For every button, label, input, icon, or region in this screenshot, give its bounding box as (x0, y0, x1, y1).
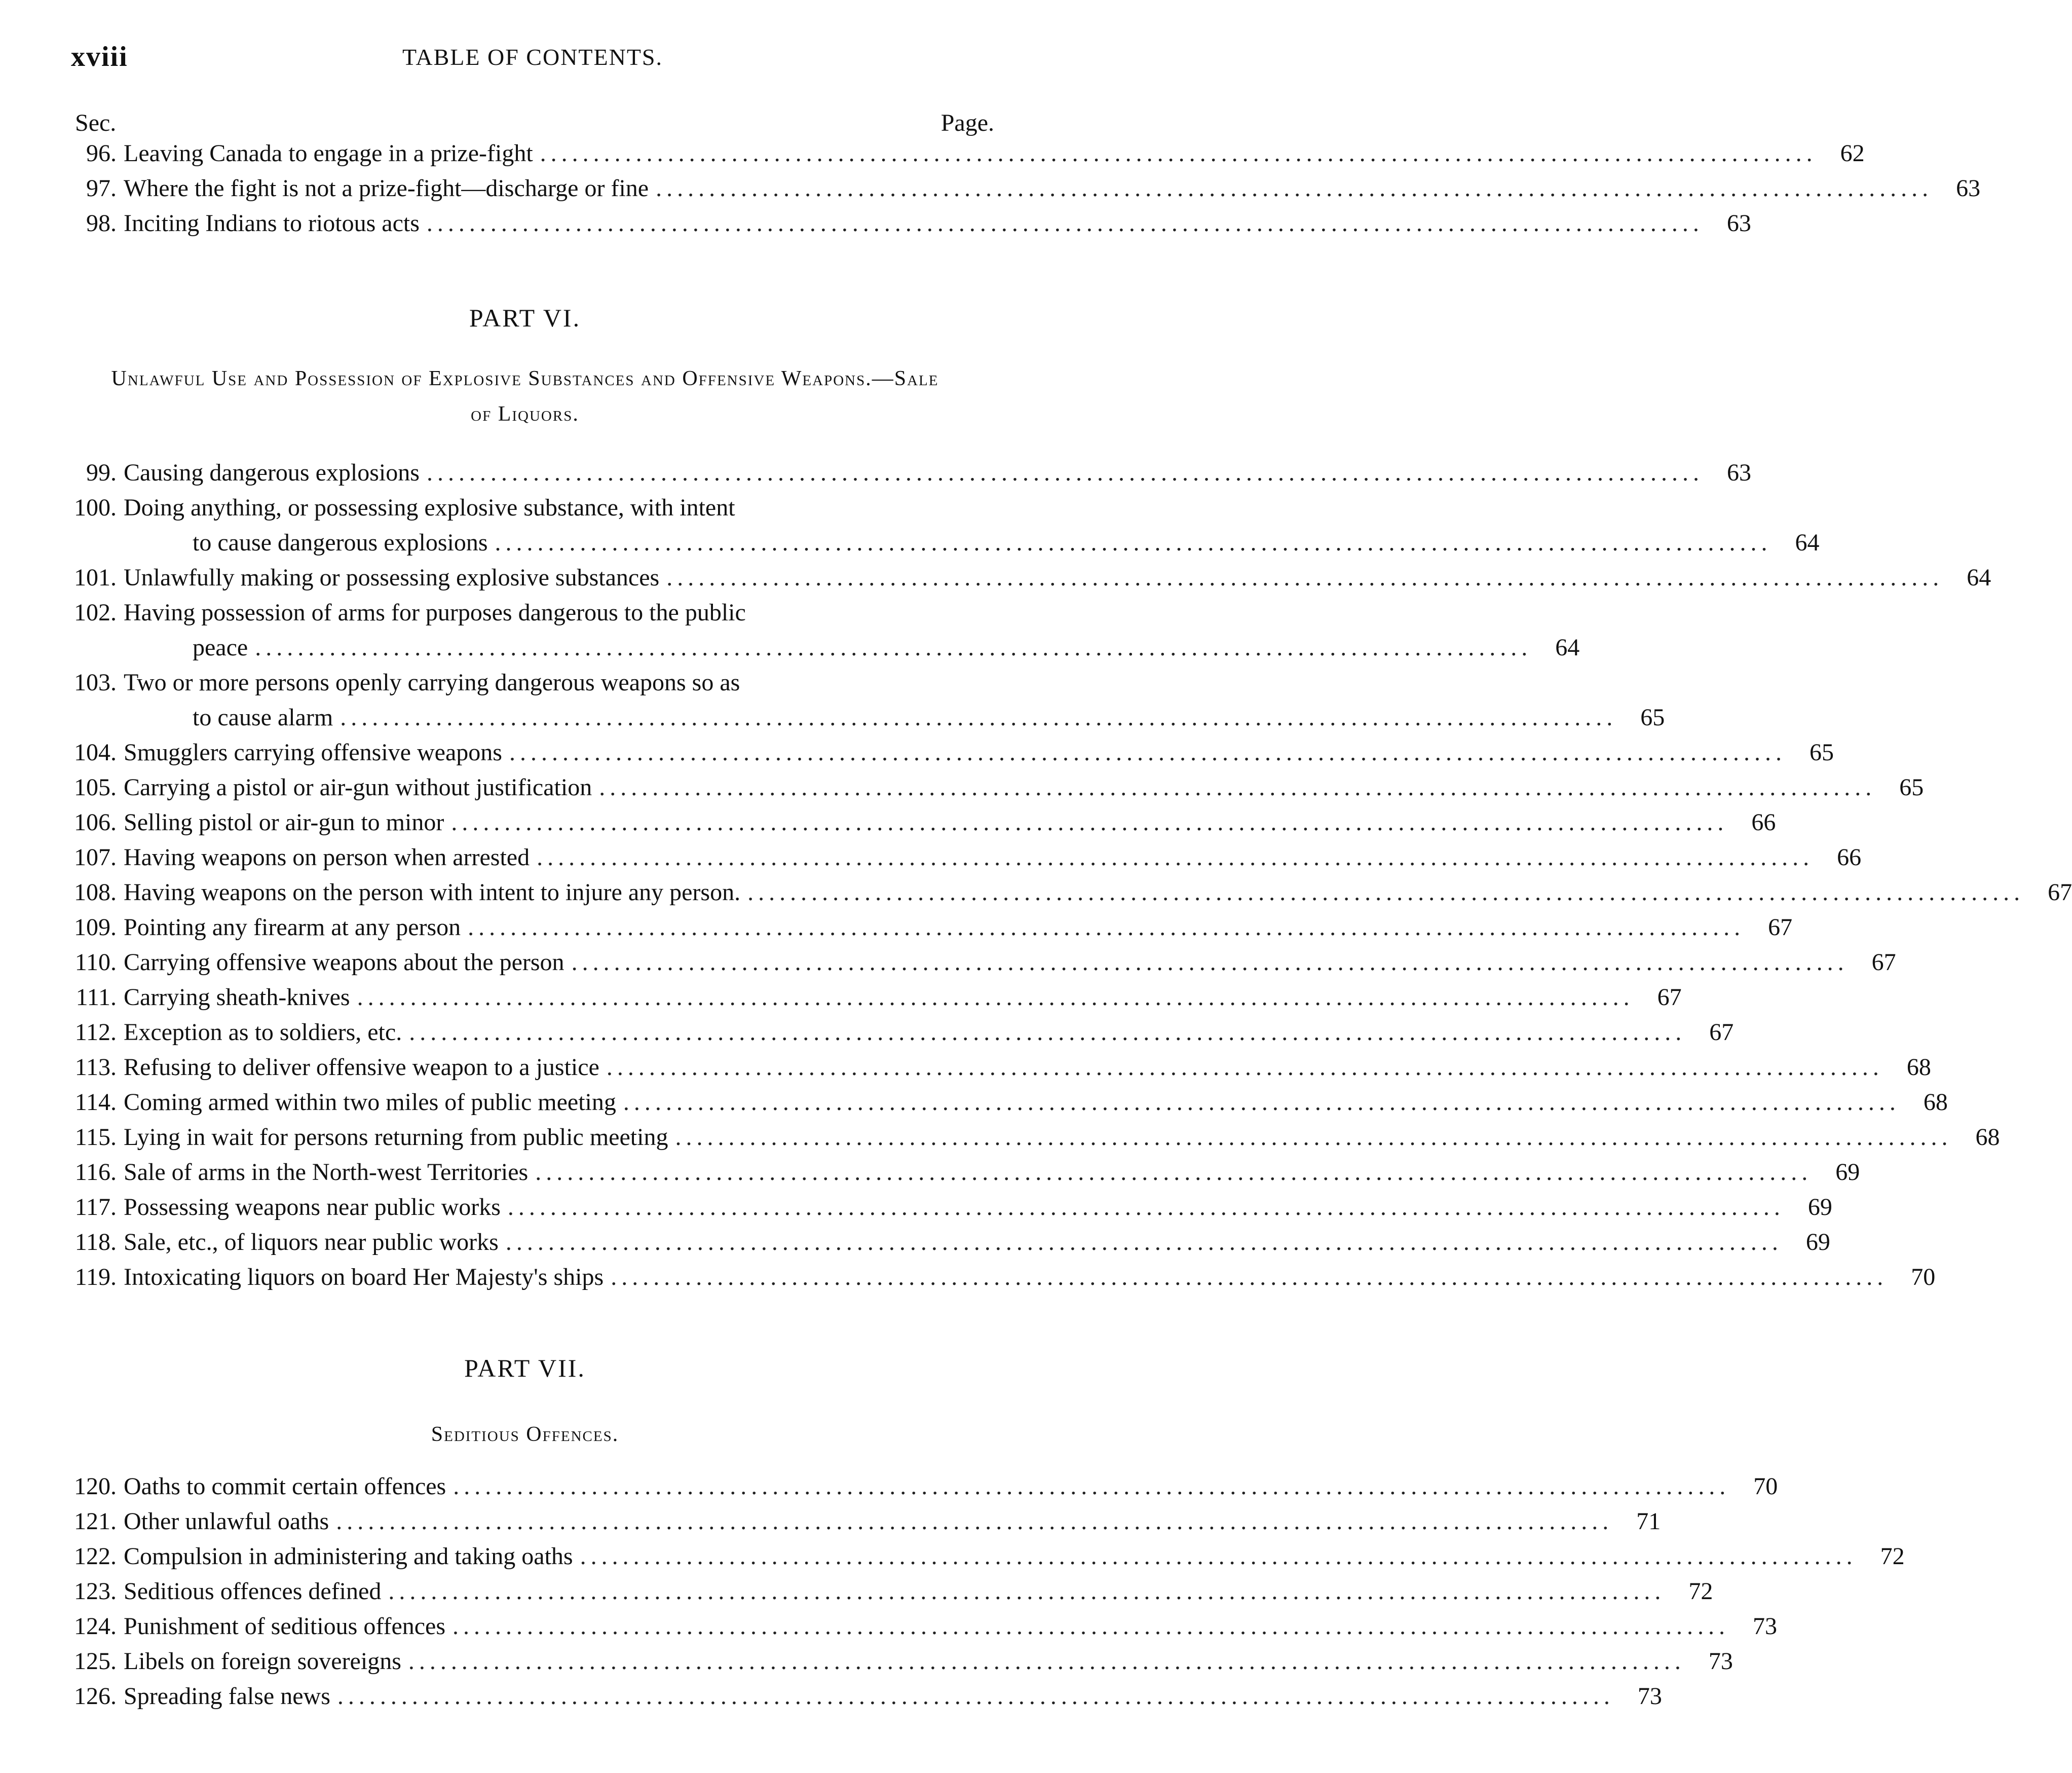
dot-leader: ........................................................................................................................ (537, 844, 1814, 871)
toc-entry (51, 139, 1865, 174)
toc-entry (51, 1193, 1832, 1228)
section-number: 111. (76, 984, 117, 1011)
entry-title: Punishment of seditious offences (124, 1613, 446, 1640)
toc-entry (51, 494, 1820, 564)
toc-entry (51, 1123, 2000, 1158)
toc-entry (51, 1158, 1860, 1193)
toc-entry (51, 669, 1665, 738)
section-number: 115. (74, 1124, 117, 1151)
page-number: 69 (1807, 1194, 1832, 1221)
page-number: 67 (1768, 914, 1793, 941)
page-number: 63 (1726, 459, 1751, 486)
dot-leader: ........................................................................................................................ (505, 1229, 1783, 1255)
entry-title: Libels on foreign sovereigns (124, 1648, 401, 1675)
section-number: 119. (74, 1264, 117, 1290)
entry-title-continued: to cause alarm (193, 704, 333, 731)
dot-leader: ........................................................................................................................ (656, 175, 1933, 202)
toc-list-intro (51, 139, 1981, 244)
section-number: 101. (74, 564, 117, 591)
page-number: 63 (1956, 175, 1981, 202)
entry-title: Lying in wait for persons returning from public meeting (124, 1124, 668, 1151)
page-number: 73 (1753, 1613, 1778, 1640)
dot-leader: ........................................................................................................................ (623, 1089, 1900, 1116)
dot-leader: ........................................................................................................................ (426, 210, 1704, 237)
toc-list-part-vi (51, 459, 2072, 1298)
section-number: 125. (74, 1648, 117, 1675)
page-number: 67 (1709, 1019, 1734, 1046)
dot-leader: ........................................................................................................................ (409, 1019, 1686, 1046)
page-folio: xviii (71, 41, 128, 72)
page-number: 65 (1809, 739, 1834, 766)
part-vii-subtitle: Seditious Offences. (431, 1423, 619, 1446)
entry-title: Carrying offensive weapons about the person (124, 949, 564, 976)
page-number: 69 (1805, 1229, 1830, 1255)
dot-leader: ........................................................................................................................ (337, 1683, 1614, 1710)
section-number: 124. (74, 1613, 117, 1640)
dot-leader: ........................................................................................................................ (451, 809, 1728, 836)
toc-entry (51, 1053, 1931, 1088)
toc-entry (51, 878, 2072, 913)
toc-entry (51, 1612, 1778, 1647)
dot-leader: ........................................................................................................................ (606, 1054, 1883, 1081)
toc-entry (51, 209, 1751, 244)
dot-leader: ........................................................................................................................ (580, 1543, 1857, 1570)
section-number: 105. (74, 774, 117, 801)
section-number: 106. (74, 809, 117, 836)
dot-leader: ........................................................................................................................ (666, 564, 1944, 591)
toc-entry (51, 738, 1834, 773)
toc-entry (51, 1228, 1830, 1263)
page-number: 64 (1967, 564, 1991, 591)
toc-entry (51, 1647, 1733, 1682)
page-number: 70 (1753, 1473, 1778, 1500)
toc-entry (51, 1577, 1713, 1612)
entry-title: Compulsion in administering and taking oaths (124, 1543, 573, 1570)
page-number: 64 (1555, 634, 1580, 661)
toc-entry (51, 1507, 1661, 1542)
section-number: 112. (74, 1019, 117, 1046)
dot-leader: ........................................................................................................................ (388, 1578, 1666, 1605)
page-number: 73 (1708, 1648, 1733, 1675)
entry-title: Sale of arms in the North-west Territories (124, 1159, 529, 1186)
toc-entry (51, 599, 1580, 669)
page-number: 67 (1657, 984, 1682, 1011)
entry-title: Refusing to deliver offensive weapon to a justice (124, 1054, 599, 1081)
section-number: 109. (74, 914, 117, 941)
dot-leader: ........................................................................................................................ (747, 879, 2025, 906)
dot-leader: ........................................................................................................................ (540, 140, 1817, 167)
page-number: 66 (1837, 844, 1862, 871)
entry-title: Two or more persons openly carrying dangerous weapons so as (124, 669, 740, 696)
dot-leader: ........................................................................................................................ (507, 1194, 1785, 1221)
section-number: 104. (74, 739, 117, 766)
dot-leader: ........................................................................................................................ (453, 1613, 1730, 1640)
section-number: 117. (74, 1194, 117, 1221)
toc-entry (51, 983, 1682, 1018)
page-number: 73 (1637, 1683, 1662, 1710)
section-number: 96. (86, 140, 117, 167)
dot-leader: ........................................................................................................................ (535, 1159, 1813, 1186)
section-number: 113. (74, 1054, 117, 1081)
page-number: 69 (1835, 1159, 1860, 1186)
section-number: 100. (74, 494, 117, 521)
toc-entry (51, 1018, 1734, 1053)
page-number: 66 (1751, 809, 1776, 836)
section-number: 108. (74, 879, 117, 906)
dot-leader: ........................................................................................................................ (509, 739, 1786, 766)
entry-title: Leaving Canada to engage in a prize-fight (124, 140, 533, 167)
entry-title: Where the fight is not a prize-fight—discharge or fine (124, 175, 649, 202)
section-column-label: Sec. (75, 109, 117, 136)
section-number: 120. (74, 1473, 117, 1500)
toc-entry (51, 1682, 1662, 1717)
section-number: 121. (74, 1508, 117, 1535)
page-number: 64 (1795, 529, 1820, 556)
entry-title: Inciting Indians to riotous acts (124, 210, 420, 237)
section-number: 102. (74, 599, 117, 626)
page-number: 70 (1911, 1264, 1936, 1290)
page-number: 63 (1726, 210, 1751, 237)
entry-title: Having weapons on person when arrested (124, 844, 530, 871)
toc-entry (51, 1088, 1948, 1123)
toc-entry (51, 174, 1981, 209)
entry-title: Pointing any firearm at any person (124, 914, 461, 941)
page-number: 72 (1880, 1543, 1905, 1570)
toc-entry (51, 564, 1991, 599)
entry-title: Selling pistol or air-gun to minor (124, 809, 444, 836)
dot-leader: ........................................................................................................................ (357, 984, 1634, 1011)
toc-entry (51, 843, 1862, 878)
section-number: 107. (74, 844, 117, 871)
entry-title-continued: to cause dangerous explosions (193, 529, 488, 556)
entry-title: Oaths to commit certain offences (124, 1473, 446, 1500)
entry-title: Exception as to soldiers, etc. (124, 1019, 402, 1046)
section-number: 98. (86, 210, 117, 237)
entry-title-continued: peace (193, 634, 248, 661)
toc-entry (51, 1542, 1905, 1577)
page-number: 67 (1871, 949, 1896, 976)
entry-title: Causing dangerous explosions (124, 459, 420, 486)
entry-title: Spreading false news (124, 1683, 330, 1710)
toc-entry (51, 913, 1793, 948)
entry-title: Unlawfully making or possessing explosive substances (124, 564, 660, 591)
part-vii-heading: PART VII. (464, 1354, 586, 1382)
dot-leader: ........................................................................................................................ (453, 1473, 1730, 1500)
entry-title: Possessing weapons near public works (124, 1194, 501, 1221)
dot-leader: ........................................................................................................................ (571, 949, 1849, 976)
section-number: 114. (74, 1089, 117, 1116)
dot-leader: ........................................................................................................................ (599, 774, 1876, 801)
running-head (71, 41, 994, 76)
page-number: 71 (1636, 1508, 1661, 1535)
section-number: 116. (74, 1159, 117, 1186)
toc-entry (51, 808, 1776, 843)
entry-title: Doing anything, or possessing explosive substance, with intent (124, 494, 735, 521)
column-headings (71, 109, 994, 139)
entry-title: Smugglers carrying offensive weapons (124, 739, 502, 766)
dot-leader: ........................................................................................................................ (336, 1508, 1613, 1535)
section-number: 126. (74, 1683, 117, 1710)
part-vi-subtitle: Unlawful Use and Possession of Explosive Substances and Offensive Weapons.—Sale of Liquors. (111, 367, 939, 426)
part-vi-heading: PART VI. (469, 304, 581, 332)
page-number: 65 (1640, 704, 1665, 731)
section-number: 122. (74, 1543, 117, 1570)
dot-leader: ........................................................................................................................ (408, 1648, 1685, 1675)
page-number: 68 (1906, 1054, 1931, 1081)
dot-leader: ........................................................................................................................ (426, 459, 1704, 486)
toc-entry (51, 459, 1751, 494)
page-column-label: Page. (940, 109, 994, 136)
entry-title: Intoxicating liquors on board Her Majesty's ships (124, 1264, 604, 1290)
page-title: TABLE OF CONTENTS. (402, 44, 663, 70)
dot-leader: ........................................................................................................................ (468, 914, 1745, 941)
dot-leader: ........................................................................................................................ (255, 634, 1532, 661)
entry-title: Having possession of arms for purposes dangerous to the public (124, 599, 746, 626)
page-number: 68 (1975, 1124, 2000, 1151)
entry-title: Having weapons on the person with intent to injure any person. (124, 879, 741, 906)
entry-title: Seditious offences defined (124, 1578, 382, 1605)
entry-title: Carrying sheath-knives (124, 984, 350, 1011)
toc-entry (51, 948, 1896, 983)
section-number: 103. (74, 669, 117, 696)
toc-list-part-vii (51, 1472, 1905, 1717)
toc-entry (51, 1263, 1936, 1298)
entry-title: Carrying a pistol or air-gun without justification (124, 774, 592, 801)
section-number: 110. (74, 949, 117, 976)
dot-leader: ........................................................................................................................ (675, 1124, 1952, 1151)
page-number: 68 (1923, 1089, 1948, 1116)
toc-entry (51, 1472, 1778, 1507)
entry-title: Coming armed within two miles of public meeting (124, 1089, 616, 1116)
page-number: 62 (1840, 140, 1865, 167)
toc-entry (51, 773, 1924, 808)
page-number: 67 (2048, 879, 2072, 906)
page-number: 72 (1688, 1578, 1713, 1605)
dot-leader: ........................................................................................................................ (495, 529, 1772, 556)
dot-leader: ........................................................................................................................ (340, 704, 1617, 731)
entry-title: Sale, etc., of liquors near public works (124, 1229, 499, 1255)
page-number: 65 (1899, 774, 1924, 801)
entry-title: Other unlawful oaths (124, 1508, 329, 1535)
section-number: 99. (86, 459, 117, 486)
section-number: 118. (74, 1229, 117, 1255)
dot-leader: ........................................................................................................................ (611, 1264, 1888, 1290)
section-number: 123. (74, 1578, 117, 1605)
section-number: 97. (86, 175, 117, 202)
